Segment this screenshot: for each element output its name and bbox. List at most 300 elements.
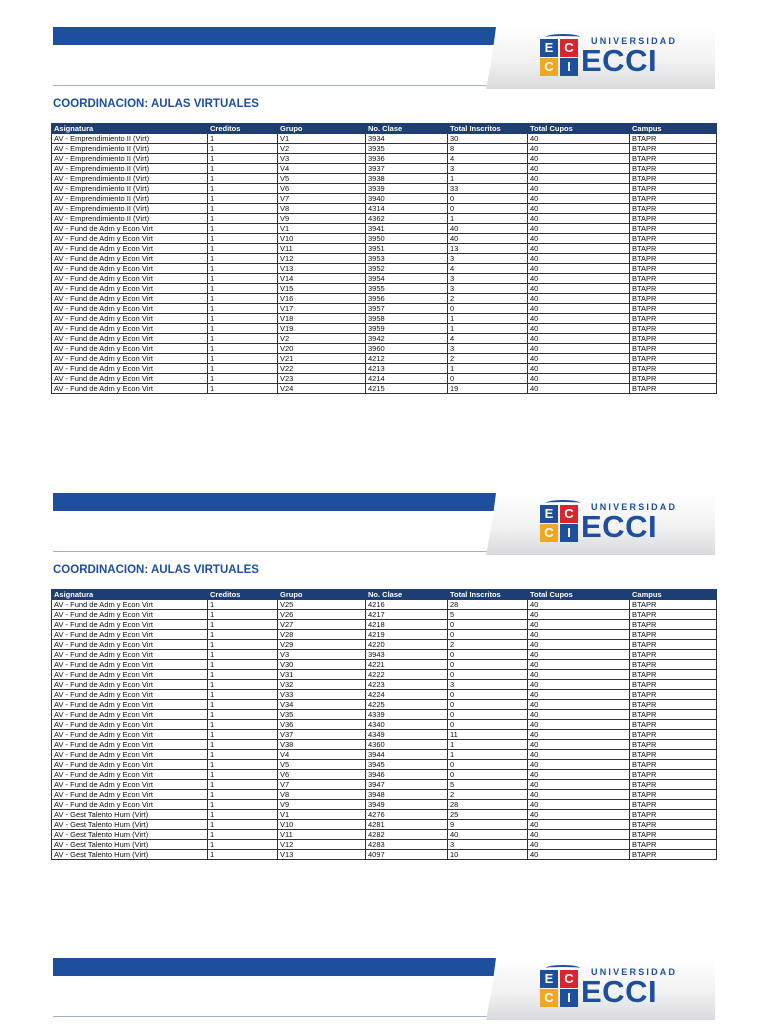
table-row (52, 284, 717, 294)
table-row (52, 274, 717, 284)
logo-letter: C (560, 39, 578, 57)
table-cell: BTAPR (630, 284, 717, 294)
table-cell: V22 (278, 364, 366, 374)
table-cell: 40 (528, 760, 630, 770)
table-cell: V28 (278, 630, 366, 640)
table-cell: V1 (278, 224, 366, 234)
table-row (52, 800, 717, 810)
table-cell: V38 (278, 740, 366, 750)
table-cell: 1 (208, 620, 278, 630)
table-cell: 40 (528, 620, 630, 630)
column-header: Asignatura (52, 124, 208, 134)
table-header-row (52, 124, 717, 134)
table-cell: AV - Gest Talento Hum (Virt) (52, 810, 208, 820)
table-cell: 1 (208, 690, 278, 700)
table-cell: AV - Fund de Adm y Econ Virt (52, 264, 208, 274)
table-cell: V15 (278, 284, 366, 294)
table-cell: V1 (278, 134, 366, 144)
table-cell: BTAPR (630, 304, 717, 314)
logo-letter: E (540, 970, 558, 988)
table-cell: 40 (528, 800, 630, 810)
table-cell: AV - Fund de Adm y Econ Virt (52, 284, 208, 294)
table-cell: 40 (528, 600, 630, 610)
table-cell: AV - Fund de Adm y Econ Virt (52, 254, 208, 264)
table-cell: AV - Gest Talento Hum (Virt) (52, 840, 208, 850)
table-cell: AV - Fund de Adm y Econ Virt (52, 334, 208, 344)
table-cell: 1 (208, 334, 278, 344)
table-row (52, 850, 717, 860)
column-header: Grupo (278, 590, 366, 600)
table-cell: 1 (208, 364, 278, 374)
table-row (52, 324, 717, 334)
table-cell: 0 (448, 770, 528, 780)
table-cell: V1 (278, 810, 366, 820)
table-cell: BTAPR (630, 650, 717, 660)
table-row (52, 194, 717, 204)
table-cell: 3944 (366, 750, 448, 760)
table-cell: 1 (208, 810, 278, 820)
table-cell: 1 (208, 344, 278, 354)
column-header: No. Clase (366, 590, 448, 600)
table-cell: 4216 (366, 600, 448, 610)
table-row (52, 134, 717, 144)
table-cell: 3935 (366, 144, 448, 154)
table-cell: AV - Fund de Adm y Econ Virt (52, 344, 208, 354)
table-cell: 3956 (366, 294, 448, 304)
table-cell: 9 (448, 820, 528, 830)
table-row (52, 730, 717, 740)
table-cell: 4220 (366, 640, 448, 650)
table-cell: V16 (278, 294, 366, 304)
table-cell: AV - Fund de Adm y Econ Virt (52, 710, 208, 720)
table-cell: 0 (448, 650, 528, 660)
table-cell: 25 (448, 810, 528, 820)
table-cell: AV - Fund de Adm y Econ Virt (52, 224, 208, 234)
table-row (52, 770, 717, 780)
table-cell: 40 (448, 234, 528, 244)
table-row (52, 334, 717, 344)
table-cell: 3 (448, 274, 528, 284)
table-cell: BTAPR (630, 174, 717, 184)
table-cell: AV - Emprendimiento II (Virt) (52, 134, 208, 144)
table-cell: BTAPR (630, 830, 717, 840)
table-cell: AV - Fund de Adm y Econ Virt (52, 800, 208, 810)
table-row (52, 750, 717, 760)
table-cell: 1 (208, 850, 278, 860)
table-cell: BTAPR (630, 264, 717, 274)
table-cell: 0 (448, 670, 528, 680)
table-cell: AV - Emprendimiento II (Virt) (52, 194, 208, 204)
table-cell: V37 (278, 730, 366, 740)
table-row (52, 690, 717, 700)
table-cell: AV - Fund de Adm y Econ Virt (52, 750, 208, 760)
table-cell: V13 (278, 264, 366, 274)
section-title: COORDINACION: AULAS VIRTUALES (53, 98, 259, 110)
table-row (52, 840, 717, 850)
table-cell: 40 (528, 820, 630, 830)
table-cell: 40 (528, 284, 630, 294)
logo-letter: C (540, 524, 558, 542)
table-cell: V10 (278, 234, 366, 244)
table-cell: 1 (208, 214, 278, 224)
table-cell: V11 (278, 830, 366, 840)
column-header: No. Clase (366, 124, 448, 134)
table-row (52, 700, 717, 710)
table-cell: 1 (208, 830, 278, 840)
logo-university-text: UNIVERSIDAD (591, 967, 678, 977)
table-cell: 3 (448, 164, 528, 174)
table-cell: AV - Fund de Adm y Econ Virt (52, 660, 208, 670)
table-cell: 0 (448, 660, 528, 670)
table-cell: V2 (278, 144, 366, 154)
table-cell: 3939 (366, 184, 448, 194)
table-cell: 40 (528, 610, 630, 620)
table-cell: V24 (278, 384, 366, 394)
ecci-logo-icon (540, 967, 580, 1007)
table-cell: 1 (208, 354, 278, 364)
table-cell: 4212 (366, 354, 448, 364)
table-cell: 1 (208, 680, 278, 690)
table-cell: 3954 (366, 274, 448, 284)
table-cell: V30 (278, 660, 366, 670)
table-cell: 3955 (366, 284, 448, 294)
table-cell: 1 (208, 600, 278, 610)
table-cell: AV - Fund de Adm y Econ Virt (52, 314, 208, 324)
table-cell: 40 (528, 154, 630, 164)
table-cell: 40 (528, 344, 630, 354)
table-cell: 40 (528, 830, 630, 840)
table-cell: 3958 (366, 314, 448, 324)
table-cell: 40 (528, 630, 630, 640)
logo-letter: E (540, 39, 558, 57)
table-cell: 40 (528, 314, 630, 324)
table-cell: V3 (278, 154, 366, 164)
table-cell: 40 (528, 324, 630, 334)
table-cell: 40 (528, 780, 630, 790)
table-cell: 40 (528, 304, 630, 314)
table-cell: 4221 (366, 660, 448, 670)
table-cell: 0 (448, 204, 528, 214)
table-cell: 4218 (366, 620, 448, 630)
table-cell: AV - Emprendimiento II (Virt) (52, 154, 208, 164)
table-cell: 40 (528, 840, 630, 850)
section-title: COORDINACION: AULAS VIRTUALES (53, 564, 259, 576)
table-cell: 40 (528, 700, 630, 710)
table-cell: V9 (278, 800, 366, 810)
table-cell: 4217 (366, 610, 448, 620)
logo-letter: C (560, 970, 578, 988)
table-cell: 40 (528, 690, 630, 700)
table-row (52, 344, 717, 354)
table-cell: 0 (448, 710, 528, 720)
table-cell: BTAPR (630, 780, 717, 790)
table-cell: 10 (448, 850, 528, 860)
table-row (52, 294, 717, 304)
table-cell: AV - Fund de Adm y Econ Virt (52, 770, 208, 780)
logo-letter: C (560, 505, 578, 523)
table-cell: 3 (448, 344, 528, 354)
table-cell: V7 (278, 780, 366, 790)
table-cell: 1 (208, 820, 278, 830)
table-cell: BTAPR (630, 740, 717, 750)
table-cell: AV - Fund de Adm y Econ Virt (52, 304, 208, 314)
table-cell: 19 (448, 384, 528, 394)
table-cell: BTAPR (630, 234, 717, 244)
table-cell: V31 (278, 670, 366, 680)
table-cell: V5 (278, 174, 366, 184)
table-cell: 1 (208, 324, 278, 334)
table-cell: 2 (448, 294, 528, 304)
table-cell: 4 (448, 264, 528, 274)
logo-ecci-text: ECCI (581, 974, 658, 1009)
table-cell: BTAPR (630, 324, 717, 334)
table-row (52, 234, 717, 244)
table-cell: AV - Fund de Adm y Econ Virt (52, 610, 208, 620)
table-cell: V17 (278, 304, 366, 314)
table-cell: 4213 (366, 364, 448, 374)
table-cell: AV - Gest Talento Hum (Virt) (52, 850, 208, 860)
table-cell: AV - Fund de Adm y Econ Virt (52, 670, 208, 680)
table-cell: 4223 (366, 680, 448, 690)
table-cell: 1 (208, 374, 278, 384)
table-cell: V12 (278, 840, 366, 850)
table-cell: 3951 (366, 244, 448, 254)
table-cell: BTAPR (630, 710, 717, 720)
table-cell: 3959 (366, 324, 448, 334)
table-cell: 1 (208, 630, 278, 640)
table-cell: 4360 (366, 740, 448, 750)
table-cell: 1 (208, 610, 278, 620)
table-cell: 40 (528, 354, 630, 364)
table-cell: V8 (278, 790, 366, 800)
table-row (52, 244, 717, 254)
table-cell: BTAPR (630, 730, 717, 740)
table-cell: 40 (528, 710, 630, 720)
table-row (52, 600, 717, 610)
ecci-logo-icon (540, 36, 580, 76)
table-row (52, 780, 717, 790)
table-cell: 1 (208, 660, 278, 670)
table-cell: V6 (278, 770, 366, 780)
table-row (52, 184, 717, 194)
table-header-row (52, 590, 717, 600)
table-cell: BTAPR (630, 820, 717, 830)
table-cell: 1 (208, 264, 278, 274)
table-cell: 40 (528, 770, 630, 780)
logo-ecci-text: ECCI (581, 509, 658, 544)
column-header: Asignatura (52, 590, 208, 600)
table-cell: 4283 (366, 840, 448, 850)
table-row (52, 830, 717, 840)
table-cell: V12 (278, 254, 366, 264)
table-cell: 1 (208, 174, 278, 184)
column-header: Campus (630, 124, 717, 134)
table-cell: 33 (448, 184, 528, 194)
table-cell: V7 (278, 194, 366, 204)
table-row (52, 810, 717, 820)
table-cell: 1 (208, 670, 278, 680)
table-cell: AV - Fund de Adm y Econ Virt (52, 374, 208, 384)
enrollment-table (51, 123, 717, 394)
table-cell: BTAPR (630, 194, 717, 204)
column-header: Total Inscritos (448, 124, 528, 134)
table-cell: 40 (528, 730, 630, 740)
table-cell: 1 (208, 204, 278, 214)
table-cell: 40 (528, 244, 630, 254)
table-cell: BTAPR (630, 144, 717, 154)
table-cell: V11 (278, 244, 366, 254)
table-cell: V21 (278, 354, 366, 364)
table-row (52, 640, 717, 650)
table-cell: 40 (528, 720, 630, 730)
table-cell: V34 (278, 700, 366, 710)
table-cell: BTAPR (630, 600, 717, 610)
table-cell: 4224 (366, 690, 448, 700)
table-row (52, 610, 717, 620)
column-header: Grupo (278, 124, 366, 134)
table-cell: 1 (208, 720, 278, 730)
table-cell: 2 (448, 640, 528, 650)
table-cell: BTAPR (630, 810, 717, 820)
table-cell: AV - Fund de Adm y Econ Virt (52, 690, 208, 700)
table-cell: AV - Emprendimiento II (Virt) (52, 174, 208, 184)
table-cell: 40 (528, 234, 630, 244)
table-cell: BTAPR (630, 660, 717, 670)
table-cell: V29 (278, 640, 366, 650)
table-cell: 4222 (366, 670, 448, 680)
table-cell: 40 (528, 790, 630, 800)
table-cell: 1 (208, 840, 278, 850)
table-cell: 4097 (366, 850, 448, 860)
table-cell: V4 (278, 164, 366, 174)
table-cell: 40 (448, 224, 528, 234)
table-cell: V25 (278, 600, 366, 610)
table-cell: V35 (278, 710, 366, 720)
table-cell: AV - Fund de Adm y Econ Virt (52, 324, 208, 334)
table-cell: 3 (448, 284, 528, 294)
table-row (52, 740, 717, 750)
table-cell: 1 (208, 234, 278, 244)
table-cell: 0 (448, 194, 528, 204)
table-cell: 40 (528, 750, 630, 760)
table-row (52, 204, 717, 214)
column-header: Total Cupos (528, 124, 630, 134)
table-cell: 2 (448, 790, 528, 800)
table-cell: V19 (278, 324, 366, 334)
table-cell: 40 (528, 174, 630, 184)
table-cell: 0 (448, 700, 528, 710)
table-cell: BTAPR (630, 364, 717, 374)
table-cell: 4 (448, 154, 528, 164)
table-cell: 1 (208, 224, 278, 234)
table-row (52, 264, 717, 274)
table-cell: 40 (528, 144, 630, 154)
table-cell: 1 (208, 184, 278, 194)
table-cell: AV - Fund de Adm y Econ Virt (52, 740, 208, 750)
table-cell: 11 (448, 730, 528, 740)
table-cell: 13 (448, 244, 528, 254)
table-cell: AV - Fund de Adm y Econ Virt (52, 730, 208, 740)
table-cell: 40 (528, 254, 630, 264)
column-header: Total Inscritos (448, 590, 528, 600)
table-cell: BTAPR (630, 690, 717, 700)
table-cell: V26 (278, 610, 366, 620)
table-cell: 5 (448, 610, 528, 620)
table-row (52, 164, 717, 174)
table-cell: 1 (208, 134, 278, 144)
table-cell: 40 (528, 214, 630, 224)
table-cell: 3938 (366, 174, 448, 184)
table-row (52, 710, 717, 720)
table-cell: V32 (278, 680, 366, 690)
table-cell: BTAPR (630, 850, 717, 860)
logo-letter: E (540, 505, 558, 523)
table-cell: 4215 (366, 384, 448, 394)
table-cell: V9 (278, 214, 366, 224)
table-row (52, 384, 717, 394)
table-cell: BTAPR (630, 224, 717, 234)
table-cell: V18 (278, 314, 366, 324)
table-cell: 1 (208, 740, 278, 750)
table-cell: 3 (448, 840, 528, 850)
table-cell: AV - Fund de Adm y Econ Virt (52, 700, 208, 710)
column-header: Campus (630, 590, 717, 600)
table-cell: 1 (208, 780, 278, 790)
table-cell: AV - Gest Talento Hum (Virt) (52, 820, 208, 830)
table-cell: 3936 (366, 154, 448, 164)
table-cell: BTAPR (630, 760, 717, 770)
table-cell: 1 (208, 304, 278, 314)
table-cell: 4 (448, 334, 528, 344)
table-cell: 40 (528, 194, 630, 204)
table-cell: 0 (448, 720, 528, 730)
table-cell: 1 (208, 760, 278, 770)
table-row (52, 790, 717, 800)
table-row (52, 364, 717, 374)
table-cell: BTAPR (630, 700, 717, 710)
table-cell: BTAPR (630, 274, 717, 284)
table-cell: BTAPR (630, 214, 717, 224)
table-cell: BTAPR (630, 840, 717, 850)
table-cell: BTAPR (630, 314, 717, 324)
logo-university-text: UNIVERSIDAD (591, 36, 678, 46)
table-cell: 3948 (366, 790, 448, 800)
table-row (52, 374, 717, 384)
table-cell: 28 (448, 600, 528, 610)
table-cell: BTAPR (630, 344, 717, 354)
table-cell: 4214 (366, 374, 448, 384)
table-cell: 40 (528, 384, 630, 394)
table-row (52, 304, 717, 314)
table-cell: BTAPR (630, 374, 717, 384)
table-cell: AV - Emprendimiento II (Virt) (52, 164, 208, 174)
table-row (52, 214, 717, 224)
table-cell: BTAPR (630, 770, 717, 780)
column-header: Creditos (208, 590, 278, 600)
logo-letter: I (560, 58, 578, 76)
table-cell: BTAPR (630, 670, 717, 680)
table-cell: 1 (208, 154, 278, 164)
table-cell: V2 (278, 334, 366, 344)
table-cell: 40 (528, 650, 630, 660)
table-cell: 1 (448, 750, 528, 760)
table-cell: AV - Fund de Adm y Econ Virt (52, 790, 208, 800)
table-cell: 4349 (366, 730, 448, 740)
table-cell: 0 (448, 620, 528, 630)
table-cell: V3 (278, 650, 366, 660)
table-cell: 3 (448, 680, 528, 690)
table-cell: 1 (208, 144, 278, 154)
